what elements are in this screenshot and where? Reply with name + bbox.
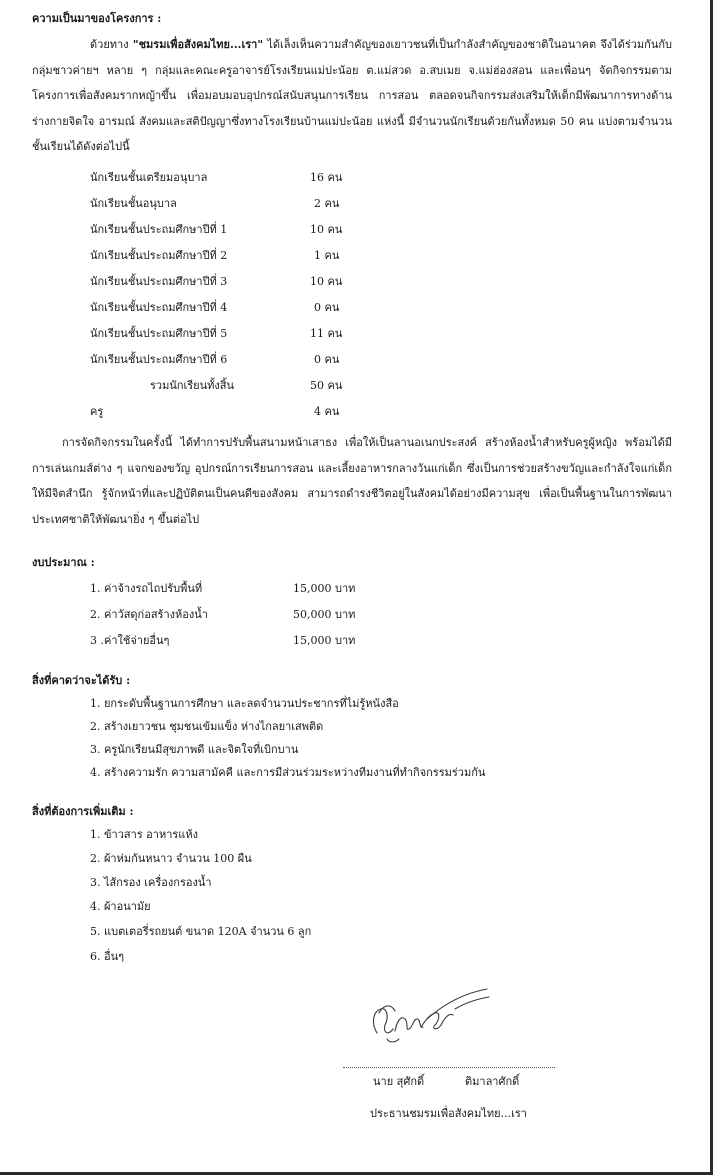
student-count: 10 คน <box>310 223 343 236</box>
background-paragraph <box>32 32 672 160</box>
student-count: 10 คน <box>310 275 343 288</box>
student-class-label: นักเรียนชั้นประถมศึกษาปีที่ 2 <box>90 249 228 262</box>
expected-item: 1. ยกระดับพื้นฐานการศึกษา และลดจำนวนประชากรที่ไม่รู้หนังสือ <box>90 697 399 710</box>
student-count: 2 คน <box>314 197 340 210</box>
signature-line <box>343 1067 555 1068</box>
budget-item-label: 1. ค่าจ้างรถไถปรับพื้นที่ <box>90 582 203 595</box>
student-count: 0 คน <box>314 353 340 366</box>
expected-item: 2. สร้างเยาวชน ชุมชนเข้มแข็ง ห่างไกลยาเสพติด <box>90 720 324 733</box>
needs-item: 5. แบตเตอรี่รถยนต์ ขนาด 120A จำนวน 6 ลูก <box>90 925 312 938</box>
expected-item: 4. สร้างความรัก ความสามัคคี และการมีส่วนร่วมระหว่างทีมงานที่ทำกิจกรรมร่วมกัน <box>90 766 486 779</box>
student-class-label: นักเรียนชั้นประถมศึกษาปีที่ 4 <box>90 301 228 314</box>
student-class-label: นักเรียนชั้นประถมศึกษาปีที่ 3 <box>90 275 228 288</box>
student-class-label: นักเรียนชั้นอนุบาล <box>90 197 177 210</box>
student-count: 16 คน <box>310 171 343 184</box>
needs-heading: สิ่งที่ต้องการเพิ่มเติม : <box>32 805 134 818</box>
signer-first-name: นาย สุศักดิ์ <box>373 1075 425 1088</box>
student-total-count: 50 คน <box>310 379 343 392</box>
student-class-label: นักเรียนชั้นประถมศึกษาปีที่ 1 <box>90 223 228 236</box>
student-count: 11 คน <box>310 327 343 340</box>
background-heading: ความเป็นมาของโครงการ : <box>32 12 162 25</box>
student-class-label: นักเรียนชั้นเตรียมอนุบาล <box>90 171 208 184</box>
club-name: "ชมรมเพื่อสังคมไทย...เรา" <box>132 38 264 51</box>
needs-item: 6. อื่นๆ <box>90 950 125 963</box>
needs-item: 1. ข้าวสาร อาหารแห้ง <box>90 828 198 841</box>
student-total-label: รวมนักเรียนทั้งสิ้น <box>150 379 235 392</box>
expected-heading: สิ่งที่คาดว่าจะได้รับ : <box>32 674 131 687</box>
teacher-label: ครู <box>90 405 104 418</box>
signer-surname: ติมาลาศักดิ์ <box>465 1075 520 1088</box>
budget-item-amount: 15,000 บาท <box>293 634 356 647</box>
signer-title: ประธานชมรมเพื่อสังคมไทย...เรา <box>370 1107 527 1120</box>
budget-item-amount: 50,000 บาท <box>293 608 356 621</box>
student-class-label: นักเรียนชั้นประถมศึกษาปีที่ 6 <box>90 353 228 366</box>
needs-item: 4. ผ้าอนามัย <box>90 900 151 913</box>
needs-item: 2. ผ้าห่มกันหนาว จำนวน 100 ผืน <box>90 852 252 865</box>
needs-item: 3. ไส้กรอง เครื่องกรองน้ำ <box>90 876 212 889</box>
budget-item-amount: 15,000 บาท <box>293 582 356 595</box>
background-intro: ด้วยทาง <box>90 38 129 51</box>
activity-paragraph: การจัดกิจกรรมในครั้งนี้ ได้ทำการปรับพื้นสนามหน้าเสาธง เพื่อให้เป็นลานอเนกประสงค์ สร้างห้องน้ำสำหรับครูผู้หญิง พร้อมได้มีการเล่นเกมส์ต่าง ๆ แจกของขวัญ อุปกรณ์การเรียนการสอน และเลี้ยงอาหารกลางวันแก่เด็ก ซึ่งเป็นการช่วยสร้างขวัญและกำลังใจแก่เด็กให้มีจิตสำนึก รู้จักหน้าที่และปฏิบัติตนเป็นคนดีของสังคม สามารถดำรงชีวิตอยู่ในสังคมได้อย่างมีความสุข เพื่อเป็นพื้นฐานในการพัฒนาประเทศชาติให้พัฒนายิ่ง ๆ ขึ้นต่อไป <box>32 436 672 526</box>
student-count: 0 คน <box>314 301 340 314</box>
expected-item: 3. ครูนักเรียนมีสุขภาพดี และจิตใจที่เบิกบาน <box>90 743 299 756</box>
teacher-count: 4 คน <box>314 405 340 418</box>
handwritten-signature <box>365 985 495 1047</box>
student-count: 1 คน <box>314 249 340 262</box>
student-class-label: นักเรียนชั้นประถมศึกษาปีที่ 5 <box>90 327 228 340</box>
budget-item-label: 3 .ค่าใช้จ่ายอื่นๆ <box>90 634 170 647</box>
budget-item-label: 2. ค่าวัสดุก่อสร้างห้องน้ำ <box>90 608 208 621</box>
background-body: ได้เล็งเห็นความสำคัญของเยาวชนที่เป็นกำลังสำคัญของชาติในอนาคต จึงได้ร่วมกันกับกลุ่มชาวค่ายฯ หลาย ๆ กลุ่มและคณะครูอาจารย์โรงเรียนแม่ปะน้อย ต.แม่สวด อ.สบเมย จ.แม่ฮ่องสอน และเพื่อนๆ จัดกิจกรรมตามโครงการเพื่อสังคมรากหญ้าขึ้น เพื่อมอบมอบอุปกรณ์สนับสนุนการเรียน การสอน ตลอดจนกิจกรรมส่งเสริมให้เด็กมีพัฒนาการทางด้านร่างกายจิตใจ อารมณ์ สังคมและสติปัญญาซึ่งทางโรงเรียนบ้านแม่ปะน้อย แห่งนี้ มีจำนวนนักเรียนด้วยกันทั้งหมด 50 คน แบ่งตามจำนวนชั้นเรียนได้ดังต่อไปนี้ <box>32 38 673 153</box>
budget-heading: งบประมาณ : <box>32 556 95 569</box>
